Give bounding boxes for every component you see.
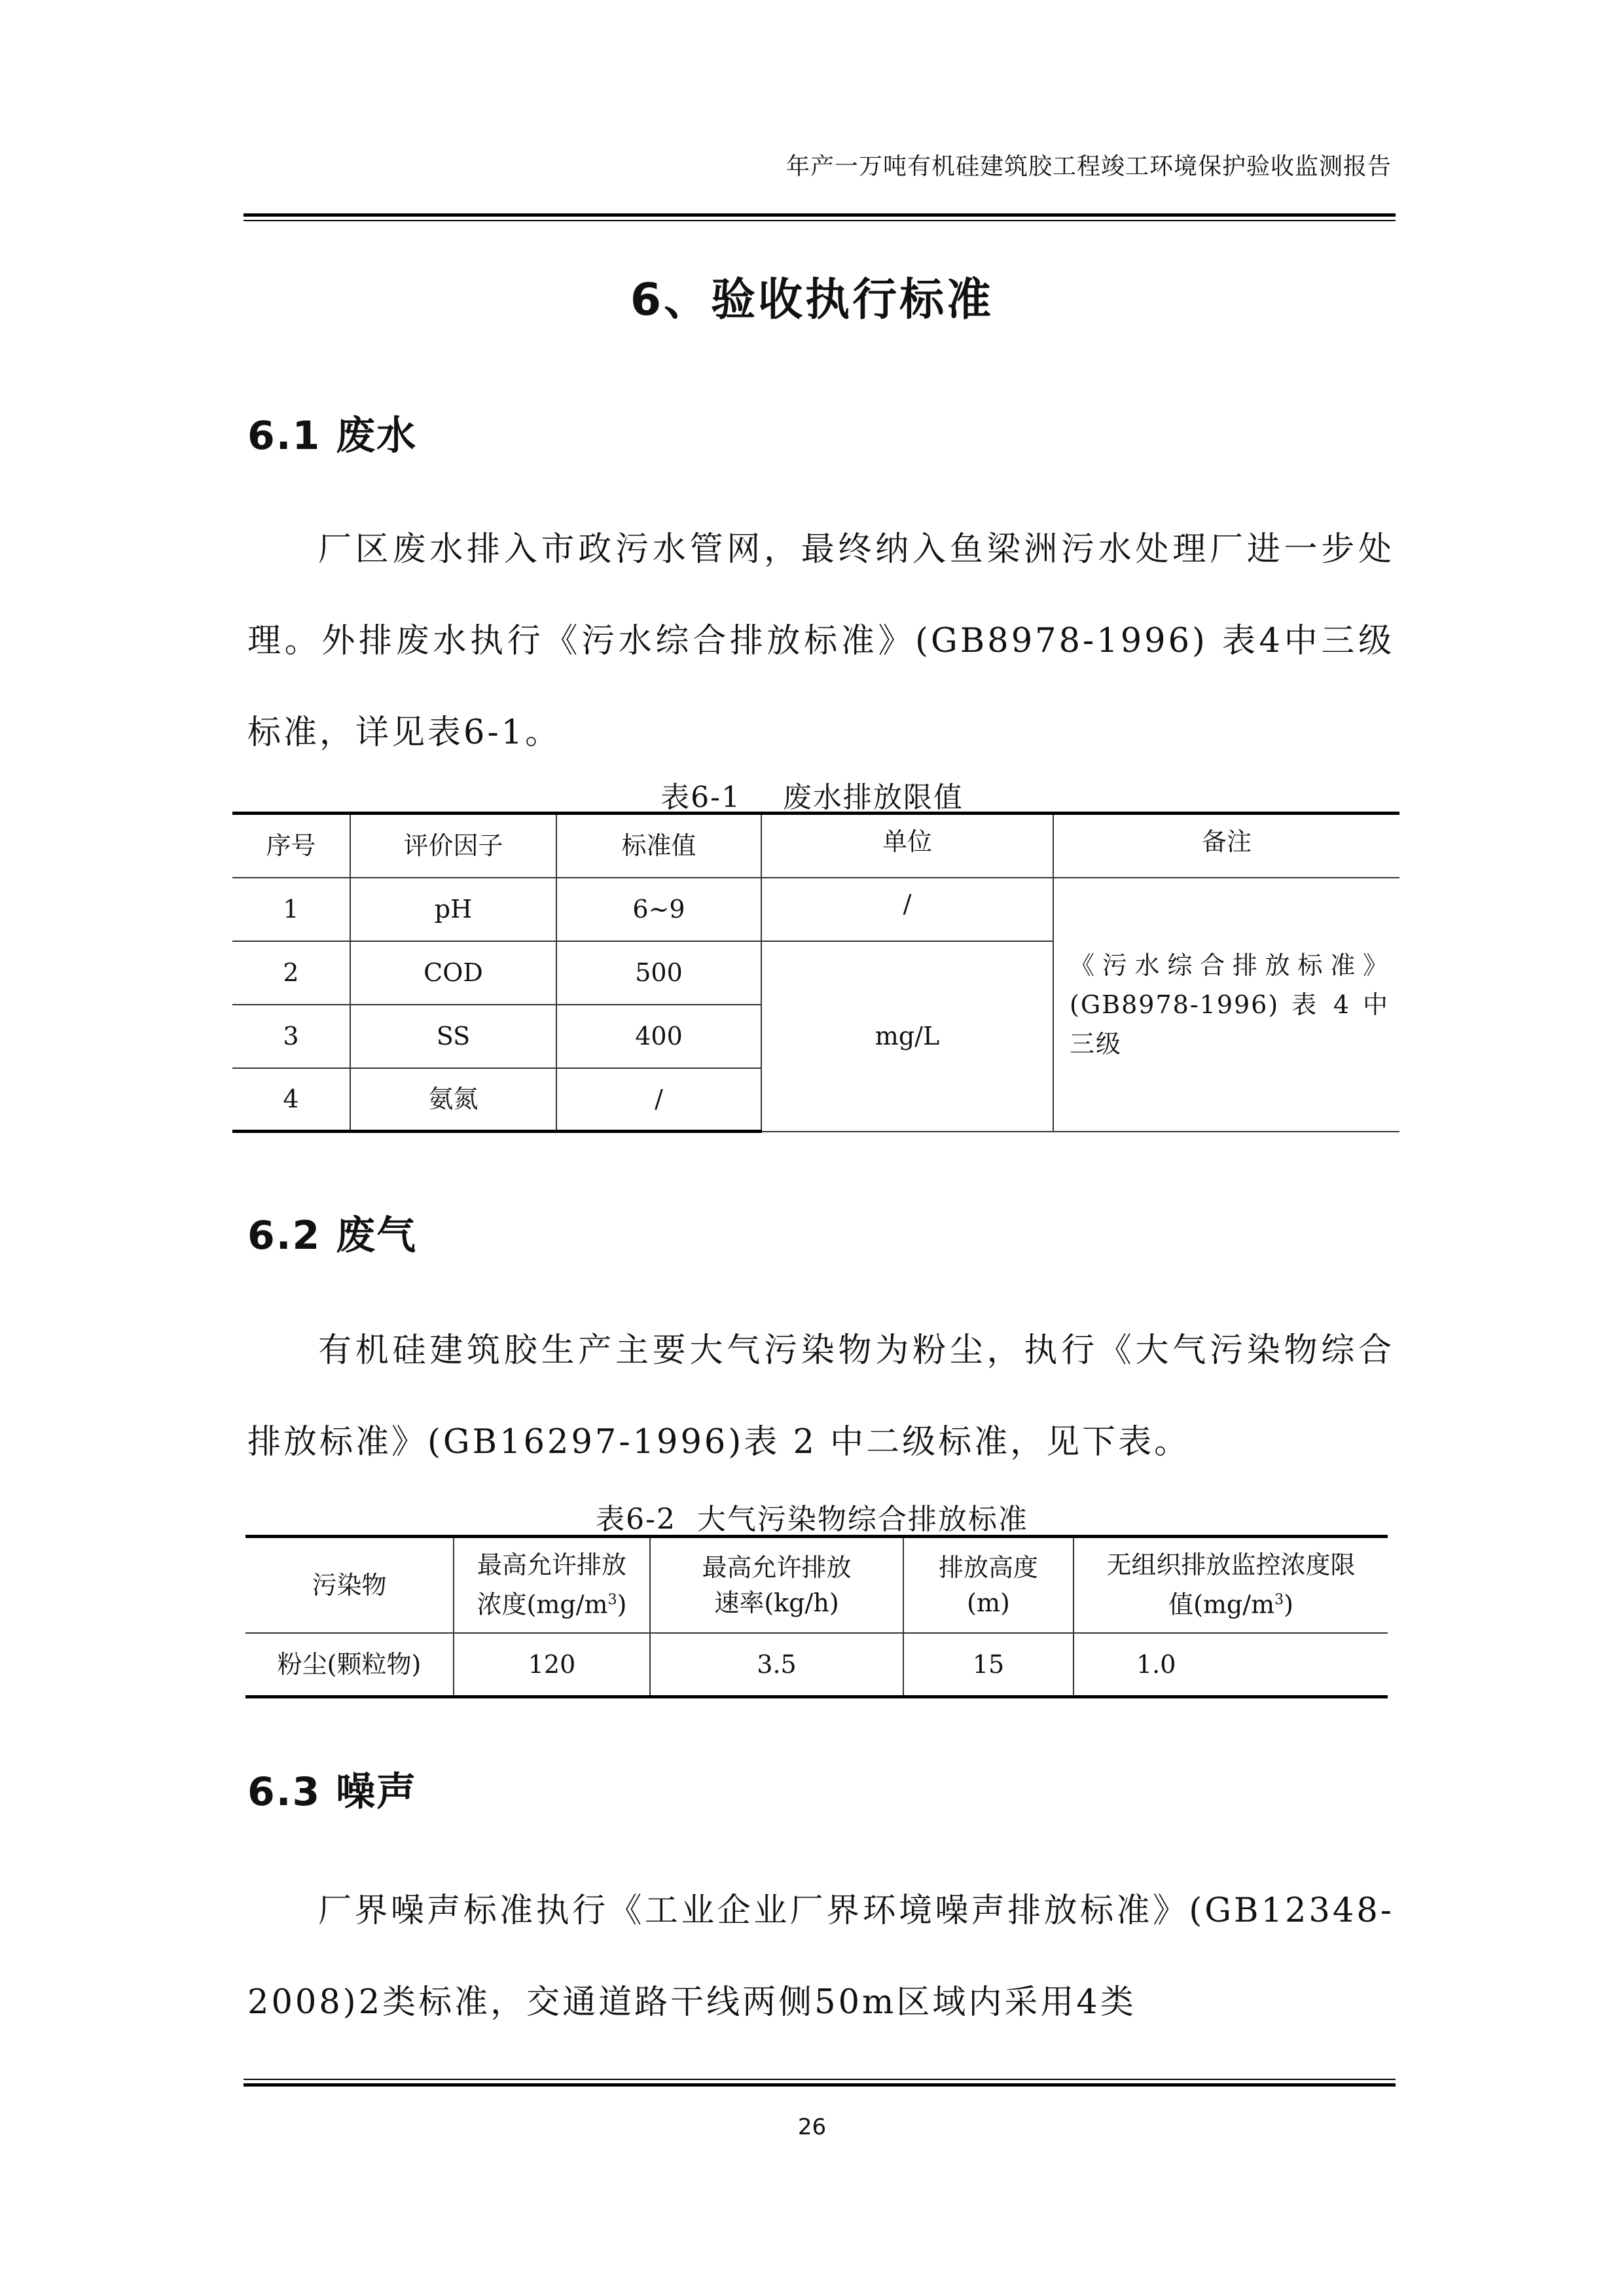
cell-value: 400 — [556, 1005, 761, 1068]
cell-pollutant: 粉尘(颗粒物) — [245, 1633, 454, 1697]
cell-factor: 氨氮 — [350, 1068, 556, 1132]
table-row — [232, 878, 1399, 941]
section-heading-waste-gas: 6.2 废气 — [247, 1213, 418, 1259]
waste-gas-paragraph: 有机硅建筑胶生产主要大气污染物为粉尘，执行《大气污染物综合排放标准》(GB16297-1996)表 2 中二级标准，见下表。 — [247, 1331, 1394, 1462]
table-6-2-caption: 表6-2 大气污染物综合排放标准 — [596, 1503, 1028, 1536]
table-6-1-caption: 表6-1 废水排放限值 — [660, 781, 964, 814]
table-row — [245, 1633, 1388, 1697]
cell-factor: COD — [350, 941, 556, 1005]
col-header-no: 序号 — [232, 814, 350, 878]
col-header-note: 备注 — [1053, 814, 1399, 878]
header-line-suffix: ) — [1284, 1590, 1293, 1620]
running-header: 年产一万吨有机硅建筑胶工程竣工环境保护验收监测报告 — [785, 153, 1392, 180]
cell-no: 3 — [232, 1005, 350, 1068]
chapter-title: 6、验收执行标准 — [630, 274, 994, 326]
col-header-max-rate — [650, 1537, 903, 1633]
col-header-value: 标准值 — [556, 814, 761, 878]
cell-no: 1 — [232, 878, 350, 941]
cell-value: 500 — [556, 941, 761, 1005]
cell-unit: / — [761, 878, 1053, 941]
table-header-row — [245, 1537, 1388, 1633]
footer-rule-thin — [244, 2079, 1396, 2080]
header-line: 速率(kg/h) — [714, 1588, 839, 1617]
cell-note-merged: 《污水综合排放标准》(GB8978-1996) 表 4 中三级 — [1053, 878, 1399, 1132]
wastewater-paragraph: 厂区废水排入市政污水管网，最终纳入鱼梁洲污水处理厂进一步处理。外排废水执行《污水综合排放标准》(GB8978-1996) 表4中三级标准，详见表6-1。 — [247, 530, 1394, 752]
col-header-max-concentration — [454, 1537, 650, 1633]
footer-rule-thick — [244, 2083, 1396, 2087]
superscript-3: 3 — [607, 1592, 617, 1609]
page-number: 26 — [797, 2114, 827, 2140]
noise-paragraph: 厂界噪声标准执行《工业企业厂界环境噪声排放标准》(GB12348-2008)2类标准，交通道路干线两侧50m区域内采用4类 — [247, 1892, 1394, 2022]
air-pollutant-standards-table — [245, 1535, 1388, 1698]
cell-height: 15 — [903, 1633, 1074, 1697]
header-rule-thick — [244, 213, 1396, 217]
header-line: 最高允许排放 — [702, 1552, 852, 1582]
col-header-unit: 单位 — [761, 814, 1053, 878]
header-rule-thin — [244, 220, 1396, 221]
header-line: 值(mg/m — [1168, 1590, 1275, 1620]
table-header-row — [232, 814, 1399, 878]
section-heading-noise: 6.3 噪声 — [247, 1769, 418, 1815]
cell-value: / — [556, 1068, 761, 1132]
cell-max-rate: 3.5 — [650, 1633, 903, 1697]
header-line: 无组织排放监控浓度限 — [1106, 1551, 1356, 1580]
header-line-suffix: ) — [617, 1590, 627, 1620]
col-header-height — [903, 1537, 1074, 1633]
cell-factor: pH — [350, 878, 556, 941]
header-line: 浓度(mg/m — [477, 1590, 608, 1620]
cell-max-concentration: 120 — [454, 1633, 650, 1697]
header-line: (m) — [967, 1588, 1010, 1617]
cell-no: 2 — [232, 941, 350, 1005]
cell-value: 6~9 — [556, 878, 761, 941]
cell-fugitive-limit: 1.0 — [1074, 1633, 1388, 1697]
cell-factor: SS — [350, 1005, 556, 1068]
cell-unit-merged: mg/L — [761, 941, 1053, 1132]
header-line: 最高允许排放 — [477, 1551, 626, 1580]
col-header-fugitive-limit — [1074, 1537, 1388, 1633]
cell-no: 4 — [232, 1068, 350, 1132]
col-header-pollutant: 污染物 — [245, 1537, 454, 1633]
superscript-3: 3 — [1274, 1592, 1284, 1609]
section-heading-wastewater: 6.1 废水 — [247, 413, 418, 459]
header-line: 排放高度 — [938, 1552, 1038, 1582]
col-header-factor: 评价因子 — [350, 814, 556, 878]
wastewater-limits-table — [232, 812, 1399, 1133]
